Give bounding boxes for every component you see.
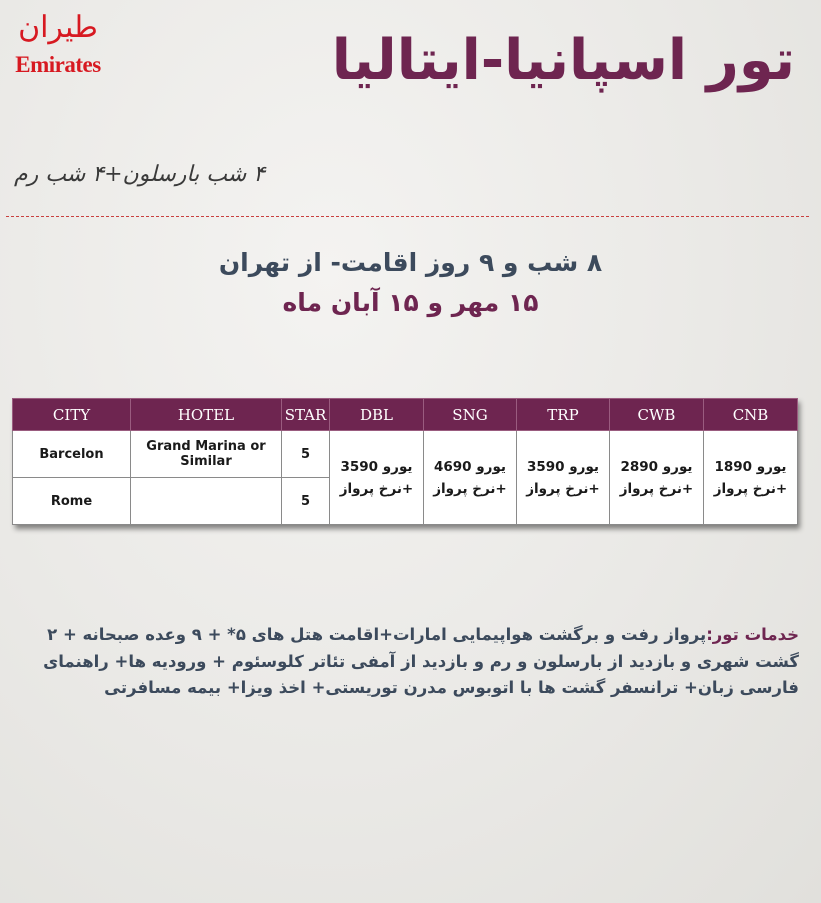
price-sng: یورو 4690 +نرخ پرواز	[424, 431, 517, 525]
tour-duration: ۸ شب و ۹ روز اقامت- از تهران	[218, 248, 603, 277]
header-star: STAR	[282, 399, 330, 431]
price-trp: یورو 3590 +نرخ پرواز	[517, 431, 610, 525]
price-dbl: یورو 3590 +نرخ پرواز	[330, 431, 424, 525]
page-title: تور اسپانیا-ایتالیا	[331, 28, 795, 93]
tour-services	[14, 622, 799, 702]
header-cwb: CWB	[610, 399, 704, 431]
price-cwb: یورو 2890 +نرخ پرواز	[610, 431, 704, 525]
star-cell: 5	[282, 431, 330, 478]
table-row	[13, 431, 798, 478]
emirates-logo	[6, 8, 110, 78]
emirates-wordmark: Emirates	[15, 52, 101, 77]
header-trp: TRP	[517, 399, 610, 431]
header-sng: SNG	[424, 399, 517, 431]
price-table	[12, 398, 797, 525]
route-subtitle: ۴ شب بارسلون+۴ شب رم	[14, 162, 266, 187]
dashed-divider	[6, 216, 809, 217]
table-header-row	[13, 399, 798, 431]
star-cell: 5	[282, 478, 330, 525]
city-cell: Rome	[13, 478, 131, 525]
services-text: پرواز رفت و برگشت هواپیمایی امارات+اقامت هتل های ۵* + ۹ وعده صبحانه + ۲ گشت شهری و بازدید از بارسلون و رم و بازدید از آمفی تئاتر کلوسئوم + ورودیه ها+ راهنمای فارسی زبان+ ترانسفر گشت ها با اتوبوس مدرن توریستی+ اخذ ویزا+ بیمه مسافرتی	[43, 625, 799, 697]
hotel-cell	[131, 478, 282, 525]
header-dbl: DBL	[330, 399, 424, 431]
price-cnb: یورو 1890 +نرخ پرواز	[704, 431, 798, 525]
emirates-calligraphy: طيران	[18, 10, 98, 45]
header-city: CITY	[13, 399, 131, 431]
hotel-cell: Grand Marina or Similar	[131, 431, 282, 478]
city-cell: Barcelon	[13, 431, 131, 478]
services-label: خدمات تور:	[706, 625, 799, 644]
tour-dates: ۱۵ مهر و ۱۵ آبان ماه	[282, 288, 539, 317]
header-cnb: CNB	[704, 399, 798, 431]
header-hotel: HOTEL	[131, 399, 282, 431]
